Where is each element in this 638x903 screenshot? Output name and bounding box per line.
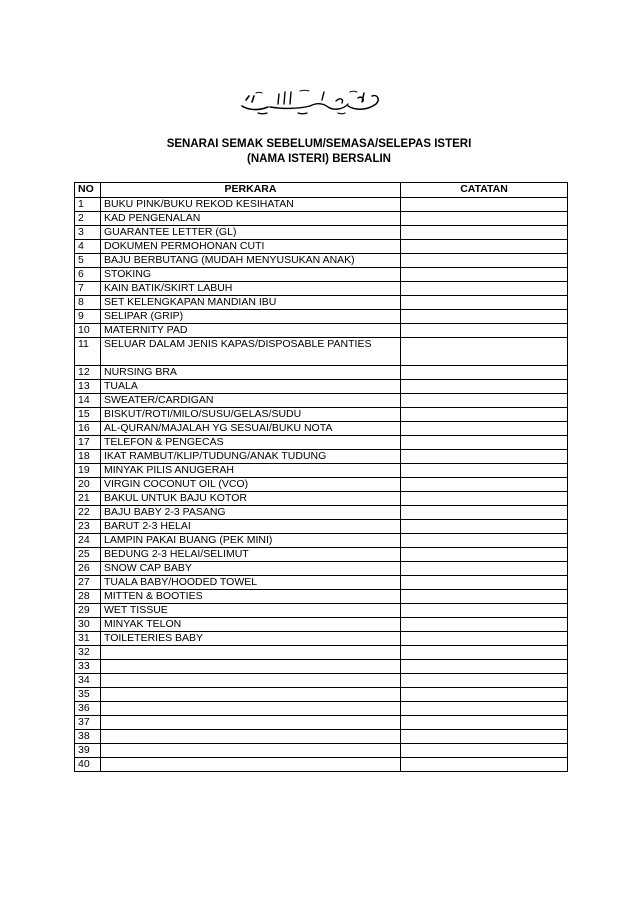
row-note	[401, 688, 568, 702]
row-item: KAD PENGENALAN	[101, 212, 401, 226]
row-note	[401, 310, 568, 324]
row-number: 37	[75, 716, 101, 730]
row-number: 7	[75, 282, 101, 296]
row-note	[401, 618, 568, 632]
row-item: DOKUMEN PERMOHONAN CUTI	[101, 240, 401, 254]
document-title: SENARAI SEMAK SEBELUM/SEMASA/SELEPAS ISTERI	[166, 138, 472, 150]
table-row	[75, 492, 568, 506]
table-row	[75, 660, 568, 674]
row-note	[401, 548, 568, 562]
row-number: 36	[75, 702, 101, 716]
row-item: BUKU PINK/BUKU REKOD KESIHATAN	[101, 198, 401, 212]
row-note	[401, 254, 568, 268]
row-note	[401, 632, 568, 646]
row-number: 24	[75, 534, 101, 548]
row-item	[101, 646, 401, 660]
row-note	[401, 422, 568, 436]
row-number: 10	[75, 324, 101, 338]
table-row	[75, 464, 568, 478]
row-number: 28	[75, 590, 101, 604]
row-note	[401, 450, 568, 464]
row-item	[101, 674, 401, 688]
row-item: TOILETERIES BABY	[101, 632, 401, 646]
table-row	[75, 646, 568, 660]
row-number: 17	[75, 436, 101, 450]
table-row	[75, 604, 568, 618]
table-row	[75, 730, 568, 744]
column-header-perkara: PERKARA	[101, 183, 401, 198]
table-row	[75, 436, 568, 450]
row-item: AL-QURAN/MAJALAH YG SESUAI/BUKU NOTA	[101, 422, 401, 436]
table-row	[75, 324, 568, 338]
row-number: 34	[75, 674, 101, 688]
row-number: 15	[75, 408, 101, 422]
table-row	[75, 716, 568, 730]
row-item: TUALA BABY/HOODED TOWEL	[101, 576, 401, 590]
table-row	[75, 702, 568, 716]
row-item	[101, 730, 401, 744]
row-note	[401, 212, 568, 226]
row-item: BISKUT/ROTI/MILO/SUSU/GELAS/SUDU	[101, 408, 401, 422]
row-item: TUALA	[101, 380, 401, 394]
row-item: SELUAR DALAM JENIS KAPAS/DISPOSABLE PANTIES	[101, 338, 401, 366]
table-row	[75, 450, 568, 464]
row-item: BAJU BABY 2-3 PASANG	[101, 506, 401, 520]
table-row	[75, 198, 568, 212]
row-item: SET KELENGKAPAN MANDIAN IBU	[101, 296, 401, 310]
row-note	[401, 590, 568, 604]
table-row	[75, 296, 568, 310]
row-number: 11	[75, 338, 101, 366]
row-note	[401, 534, 568, 548]
row-number: 35	[75, 688, 101, 702]
column-header-no: NO	[75, 183, 101, 198]
row-number: 8	[75, 296, 101, 310]
row-number: 21	[75, 492, 101, 506]
row-number: 18	[75, 450, 101, 464]
row-item: MATERNITY PAD	[101, 324, 401, 338]
row-note	[401, 408, 568, 422]
table-row	[75, 632, 568, 646]
row-number: 40	[75, 758, 101, 772]
row-note	[401, 436, 568, 450]
row-number: 29	[75, 604, 101, 618]
row-number: 26	[75, 562, 101, 576]
table-row	[75, 618, 568, 632]
row-number: 6	[75, 268, 101, 282]
table-row	[75, 380, 568, 394]
row-number: 22	[75, 506, 101, 520]
row-number: 27	[75, 576, 101, 590]
row-number: 33	[75, 660, 101, 674]
row-number: 32	[75, 646, 101, 660]
row-note	[401, 716, 568, 730]
row-item: MINYAK TELON	[101, 618, 401, 632]
row-note	[401, 380, 568, 394]
row-item: MINYAK PILIS ANUGERAH	[101, 464, 401, 478]
row-item: BAJU BERBUTANG (MUDAH MENYUSUKAN ANAK)	[101, 254, 401, 268]
row-note	[401, 268, 568, 282]
row-number: 39	[75, 744, 101, 758]
row-number: 25	[75, 548, 101, 562]
row-item: LAMPIN PAKAI BUANG (PEK MINI)	[101, 534, 401, 548]
row-number: 9	[75, 310, 101, 324]
table-row	[75, 338, 568, 366]
row-number: 14	[75, 394, 101, 408]
column-header-catatan: CATATAN	[401, 183, 568, 198]
row-item: TELEFON & PENGECAS	[101, 436, 401, 450]
row-note	[401, 198, 568, 212]
table-row	[75, 520, 568, 534]
row-note	[401, 478, 568, 492]
checklist-table	[74, 182, 568, 772]
row-number: 5	[75, 254, 101, 268]
row-note	[401, 576, 568, 590]
table-row	[75, 548, 568, 562]
row-note	[401, 464, 568, 478]
row-item: NURSING BRA	[101, 366, 401, 380]
row-note	[401, 366, 568, 380]
row-note	[401, 240, 568, 254]
row-item: IKAT RAMBUT/KLIP/TUDUNG/ANAK TUDUNG	[101, 450, 401, 464]
row-number: 4	[75, 240, 101, 254]
table-row	[75, 758, 568, 772]
table-header-row	[75, 183, 568, 198]
row-item	[101, 716, 401, 730]
row-note	[401, 660, 568, 674]
row-item: WET TISSUE	[101, 604, 401, 618]
table-row	[75, 534, 568, 548]
table-row	[75, 366, 568, 380]
row-number: 1	[75, 198, 101, 212]
table-row	[75, 506, 568, 520]
table-row	[75, 688, 568, 702]
table-row	[75, 310, 568, 324]
row-number: 30	[75, 618, 101, 632]
row-item: KAIN BATIK/SKIRT LABUH	[101, 282, 401, 296]
row-number: 31	[75, 632, 101, 646]
row-note	[401, 506, 568, 520]
row-note	[401, 282, 568, 296]
row-note	[401, 492, 568, 506]
row-note	[401, 520, 568, 534]
row-number: 2	[75, 212, 101, 226]
row-number: 3	[75, 226, 101, 240]
row-item	[101, 744, 401, 758]
row-note	[401, 744, 568, 758]
table-row	[75, 744, 568, 758]
table-row	[75, 240, 568, 254]
table-row	[75, 590, 568, 604]
row-number: 23	[75, 520, 101, 534]
row-item	[101, 702, 401, 716]
table-row	[75, 408, 568, 422]
row-note	[401, 296, 568, 310]
row-item	[101, 758, 401, 772]
table-row	[75, 576, 568, 590]
table-row	[75, 254, 568, 268]
row-number: 19	[75, 464, 101, 478]
row-note	[401, 562, 568, 576]
row-note	[401, 338, 568, 366]
row-number: 16	[75, 422, 101, 436]
row-note	[401, 394, 568, 408]
table-row	[75, 422, 568, 436]
table-row	[75, 268, 568, 282]
row-number: 13	[75, 380, 101, 394]
row-item	[101, 688, 401, 702]
row-item: BEDUNG 2-3 HELAI/SELIMUT	[101, 548, 401, 562]
document-subtitle: (NAMA ISTERI) BERSALIN	[247, 153, 391, 165]
table-row	[75, 478, 568, 492]
row-item: STOKING	[101, 268, 401, 282]
row-item: BAKUL UNTUK BAJU KOTOR	[101, 492, 401, 506]
row-note	[401, 646, 568, 660]
row-item: VIRGIN COCONUT OIL (VCO)	[101, 478, 401, 492]
row-number: 20	[75, 478, 101, 492]
table-row	[75, 282, 568, 296]
row-item: SWEATER/CARDIGAN	[101, 394, 401, 408]
row-number: 38	[75, 730, 101, 744]
row-item: BARUT 2-3 HELAI	[101, 520, 401, 534]
row-note	[401, 702, 568, 716]
row-item: GUARANTEE LETTER (GL)	[101, 226, 401, 240]
row-item: MITTEN & BOOTIES	[101, 590, 401, 604]
row-item	[101, 660, 401, 674]
row-note	[401, 758, 568, 772]
table-row	[75, 674, 568, 688]
row-note	[401, 604, 568, 618]
row-number: 12	[75, 366, 101, 380]
table-row	[75, 212, 568, 226]
row-item: SNOW CAP BABY	[101, 562, 401, 576]
row-note	[401, 226, 568, 240]
table-row	[75, 562, 568, 576]
row-note	[401, 730, 568, 744]
table-row	[75, 226, 568, 240]
bismillah-calligraphy-logo	[238, 88, 386, 116]
row-note	[401, 324, 568, 338]
row-note	[401, 674, 568, 688]
table-row	[75, 394, 568, 408]
row-item: SELIPAR (GRIP)	[101, 310, 401, 324]
